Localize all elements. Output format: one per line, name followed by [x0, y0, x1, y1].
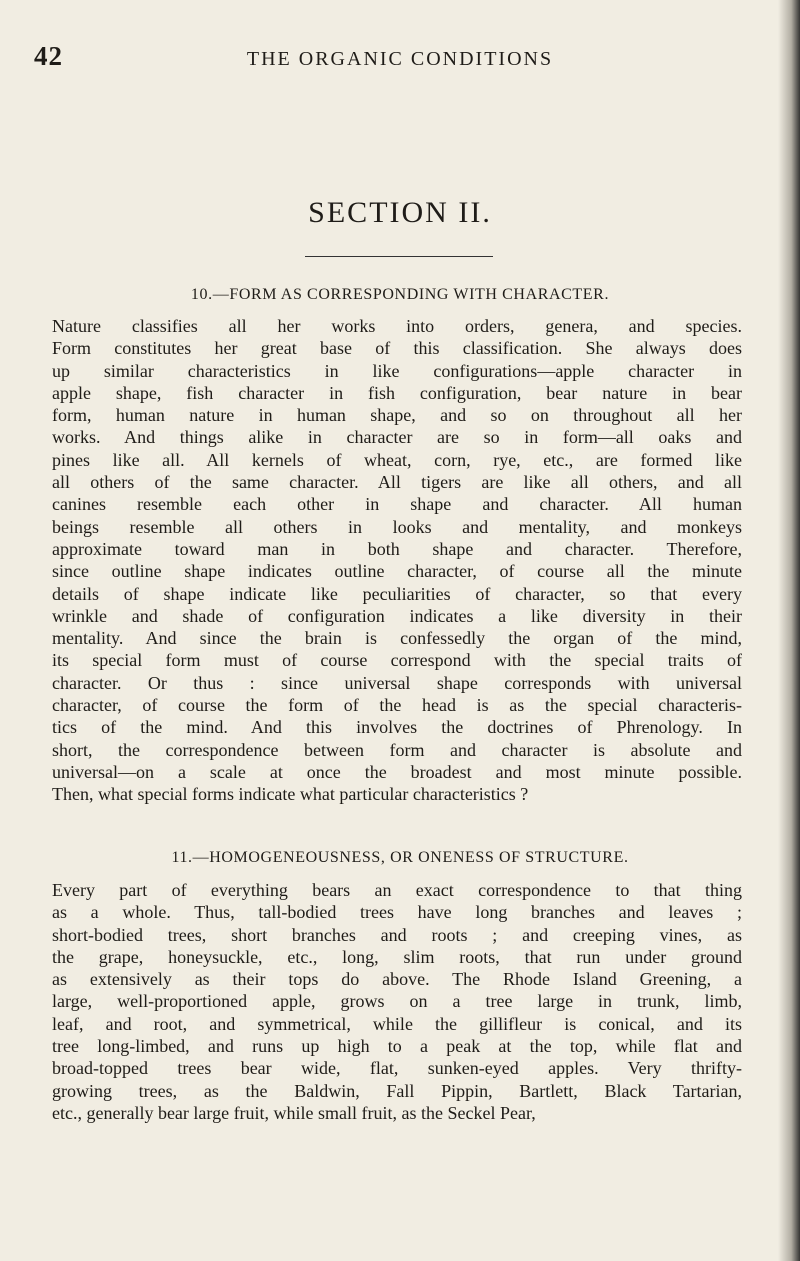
- article10-line: all others of the same character. All tigers are like all others, and all: [52, 472, 742, 493]
- article10-line: character, of course the form of the head is as the special characteris-: [52, 695, 742, 716]
- article10-line: universal—on a scale at once the broadest and most minute possible.: [52, 761, 742, 782]
- article10-line: pines like all. All kernels of wheat, corn, rye, etc., are formed like: [52, 449, 742, 470]
- page-edge-shadow: [778, 0, 800, 1261]
- section-title: SECTION II.: [308, 196, 492, 229]
- article11-line: short-bodied trees, short branches and roots ; and creeping vines, as: [52, 924, 742, 945]
- article10-line: canines resemble each other in shape and character. All human: [52, 494, 742, 515]
- article10-line: character. Or thus : since universal shape corresponds with universal: [52, 672, 742, 693]
- article10-line: Form constitutes her great base of this classification. She always does: [52, 338, 742, 359]
- article10-line: details of shape indicate like peculiarities of character, so that every: [52, 583, 742, 604]
- article10-line: apple shape, fish character in fish configuration, bear nature in bear: [52, 382, 742, 403]
- article-10-body: [52, 315, 742, 806]
- article11-line: large, well-proportioned apple, grows on a tree large in trunk, limb,: [52, 991, 742, 1012]
- article10-line: wrinkle and shade of configuration indicates a like diversity in their: [52, 605, 742, 626]
- article11-line: Every part of everything bears an exact correspondence to that thing: [52, 880, 742, 900]
- article11-line: leaf, and root, and symmetrical, while the gillifleur is conical, and its: [52, 1013, 742, 1034]
- article10-line: beings resemble all others in looks and mentality, and monkeys: [52, 516, 742, 537]
- article10-line: its special form must of course correspond with the special traits of: [52, 650, 742, 671]
- article-10-heading: 10.—FORM AS CORRESPONDING WITH CHARACTER.: [190, 286, 610, 303]
- article10-line: Then, what special forms indicate what particular characteristics ?: [52, 784, 529, 805]
- page-number: 42: [34, 41, 63, 71]
- article11-line: etc., generally bear large fruit, while small fruit, as the Seckel Pear,: [52, 1102, 536, 1123]
- article-11-body: [52, 879, 742, 1124]
- article10-line: approximate toward man in both shape and character. Therefore,: [52, 538, 742, 559]
- article10-line: short, the correspondence between form and character is absolute and: [52, 739, 742, 760]
- article10-line: up similar characteristics in like configurations—apple character in: [52, 360, 742, 381]
- article11-line: as a whole. Thus, tall-bodied trees have long branches and leaves ;: [52, 902, 742, 923]
- article10-line: since outline shape indicates outline character, of course all the minute: [52, 561, 742, 582]
- article-11-heading: 11.—HOMOGENEOUSNESS, OR ONENESS OF STRUCTURE.: [171, 849, 629, 866]
- article10-line: tics of the mind. And this involves the doctrines of Phrenology. In: [52, 717, 742, 738]
- article11-line: as extensively as their tops do above. The Rhode Island Greening, a: [52, 969, 742, 990]
- article10-line: works. And things alike in character are so in form—all oaks and: [52, 427, 742, 448]
- article11-line: broad-topped trees bear wide, flat, sunken-eyed apples. Very thrifty-: [52, 1058, 742, 1079]
- article10-line: Nature classifies all her works into orders, genera, and species.: [52, 316, 742, 336]
- article11-line: tree long-limbed, and runs up high to a peak at the top, while flat and: [52, 1036, 742, 1057]
- article11-line: growing trees, as the Baldwin, Fall Pippin, Bartlett, Black Tartarian,: [52, 1080, 742, 1101]
- article10-line: form, human nature in human shape, and so on throughout all her: [52, 405, 742, 426]
- section-rule: [305, 256, 493, 257]
- article10-line: mentality. And since the brain is confessedly the organ of the mind,: [52, 628, 742, 649]
- running-head: THE ORGANIC CONDITIONS: [246, 48, 554, 70]
- article11-line: the grape, honeysuckle, etc., long, slim roots, that run under ground: [52, 946, 742, 967]
